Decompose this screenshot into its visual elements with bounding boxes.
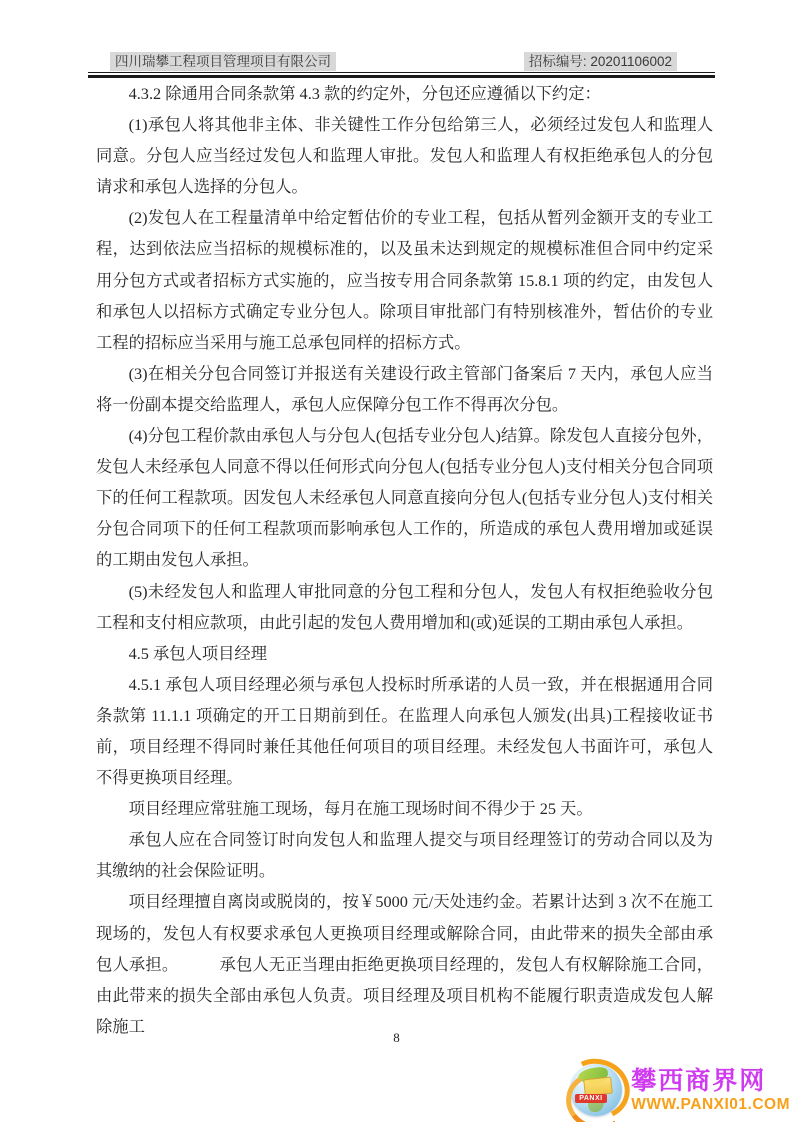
panxi-ribbon-label: PANXI (575, 1094, 606, 1103)
paragraph: (3)在相关分包合同签订并报送有关建设行政主管部门备案后 7 天内，承包人应当将一份副本提交给监理人，承包人应保障分包工作不得再次分包。 (96, 363, 713, 414)
paragraph: (1)承包人将其他非主体、非关键性工作分包给第三人，必须经过发包人和监理人同意。分包人应当经过发包人和监理人审批。发包人和监理人有权拒绝承包人的分包请求和承包人选择的分包人。 (96, 115, 713, 197)
paragraph: 4.3.2 除通用合同条款第 4.3 款的约定外，分包还应遵循以下约定： (128, 84, 601, 103)
watermark-text-block (631, 1068, 790, 1114)
watermark-site-url: WWW.PANXI01.COM (631, 1096, 790, 1113)
paragraph: (2)发包人在工程量清单中给定暂估价的专业工程，包括从暂列金额开支的专业工程，达到依法应当招标的规模标准的，以及虽未达到规定的规模标准但合同中约定采用分包方式或者招标方式实施的，应当按专用合同条款第 15.8.1 项的约定，由发包人和承包人以招标方式确定专业分包人。除项目审批部门有特别核准外，暂估价的专业工程的招标应当采用与施工总承包同样的招标方式。 (96, 208, 713, 352)
paragraph: 项目经理擅自离岗或脱岗的，按￥5000 元/天处违约金。若累计达到 3 次不在施工现场的，发包人有权要求承包人更换项目经理或解除合同，由此带来的损失全部由承包人承担。 承包人无正当理由拒绝更换项目经理的，发包人有权解除施工合同，由此带来的损失全部由承包人负责。项目经理及项目机构不能履行职责造成发包人解除施工 (96, 892, 713, 1036)
document-body (96, 78, 713, 1042)
page-header (96, 52, 713, 71)
site-watermark (566, 1062, 790, 1120)
bid-number: 招标编号: 20201106002 (524, 52, 677, 71)
paragraph: 4.5 承包人项目经理 (128, 643, 267, 663)
paragraph: 项目经理应常驻施工现场，每月在施工现场时间不得少于 25 天。 (128, 799, 593, 819)
company-name: 四川瑞攀工程项目管理项目有限公司 (110, 52, 336, 71)
page-number: 8 (393, 1030, 400, 1045)
paragraph: 承包人应在合同签订时向发包人和监理人提交与项目经理签订的劳动合同以及为其缴纳的社会保险证明。 (96, 830, 713, 881)
watermark-site-name: 攀西商界网 (631, 1067, 767, 1095)
header-divider-thin-line (88, 72, 715, 73)
paragraph: 4.5.1 承包人项目经理必须与承包人投标时所承诺的人员一致，并在根据通用合同条款第 11.1.1 项确定的开工日期前到任。在监理人向承包人颁发(出具)工程接收证书前，项目经理不得同时兼任其他任何项目的项目经理。未经发包人书面许可，承包人不得更换项目经理。 (96, 674, 713, 788)
paragraph: (5)未经发包人和监理人审批同意的分包工程和分包人，发包人有权拒绝验收分包工程和支付相应款项，由此引起的发包人费用增加和(或)延误的工期由承包人承担。 (96, 581, 713, 632)
paragraph: (4)分包工程价款由承包人与分包人(包括专业分包人)结算。除发包人直接分包外，发包人未经承包人同意不得以任何形式向分包人(包括专业分包人)支付相关分包合同项下的任何工程款项。因发包人未经承包人同意直接向分包人(包括专业分包人)支付相关分包合同项下的任何工程款项而影响承包人工作的，所造成的承包人费用增加或延误的工期由发包人承担。 (96, 426, 713, 570)
panxi-globe-logo (566, 1062, 628, 1120)
